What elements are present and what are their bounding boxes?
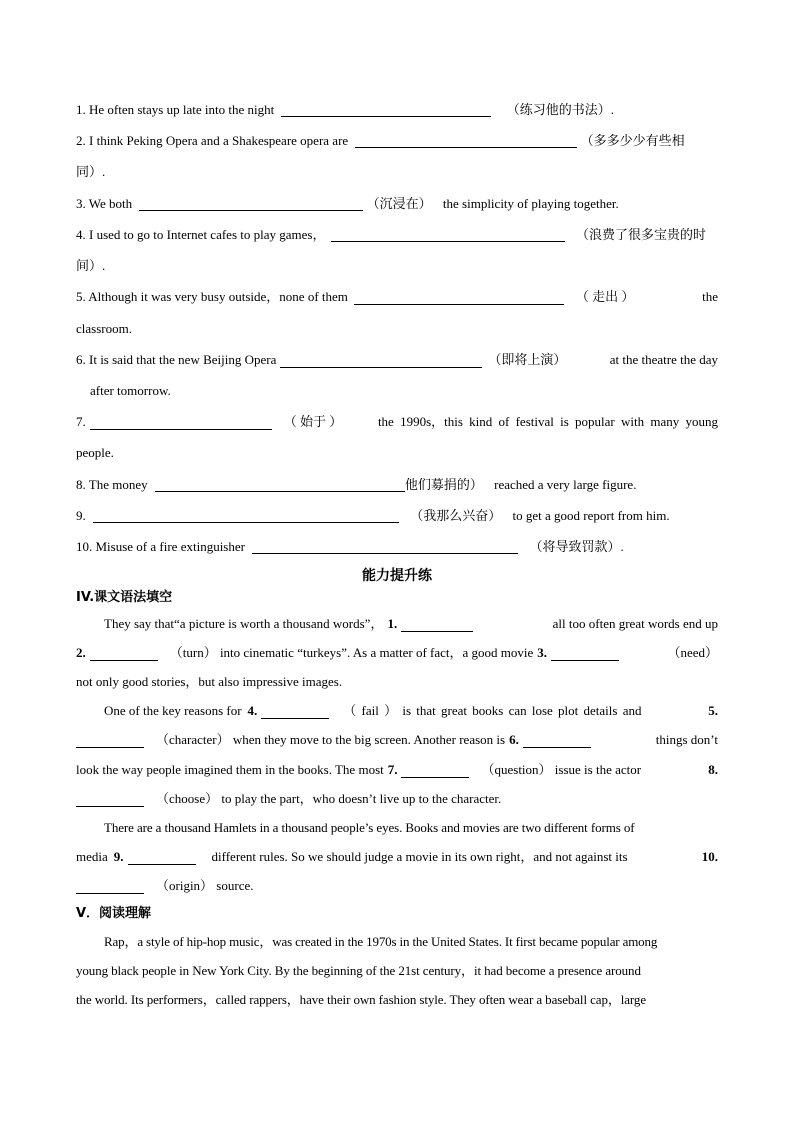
q4-line	[76, 225, 718, 245]
reading-line: the world. Its performers，called rappers，have their own fashion style. They often wear a baseball cap，large	[76, 992, 646, 1007]
q1-blank[interactable]	[281, 102, 491, 117]
q6-line	[76, 350, 718, 370]
p3-line3	[76, 876, 718, 896]
reading-line: Rap，a style of hip-hop music，was created in the 1970s in the United States. It first became popular among	[104, 934, 658, 949]
p2-text: （ fail ） is that great books can lose plot details and	[343, 703, 642, 718]
blank-1-number: 1.	[387, 616, 398, 631]
q5-continuation: classroom.	[76, 321, 132, 336]
q5-line	[76, 287, 718, 307]
blank-4[interactable]	[261, 704, 329, 719]
blank-1[interactable]	[401, 617, 473, 632]
q1-prompt: 1. He often stays up late into the night	[76, 102, 275, 117]
q6-hint: （即将上演）	[488, 352, 567, 367]
q2-line	[76, 131, 718, 151]
blank-3-number: 3.	[537, 645, 548, 660]
p1-line1	[76, 614, 718, 634]
q6-continuation: after tomorrow.	[90, 383, 171, 398]
q1-line	[76, 100, 718, 120]
reading-heading: V．阅读理解	[76, 906, 152, 921]
q7-hint: （ 始于 ）	[283, 414, 343, 429]
p1-text: （turn） into cinematic “turkeys”. As a matter of fact，a good movie	[169, 645, 534, 660]
blank-5-number: 5.	[708, 703, 718, 718]
blank-7[interactable]	[401, 763, 469, 778]
p1-text: all too often great words end up	[552, 616, 718, 631]
p2-text: （question） issue is the actor	[481, 762, 642, 777]
q1-hint: （练习他的书法）.	[506, 102, 614, 117]
p1-line2	[76, 643, 718, 663]
p3-text: （origin） source.	[156, 878, 254, 893]
q8-hint: 他们募捐的）	[404, 477, 483, 492]
blank-8[interactable]	[76, 792, 144, 807]
q5-hint: （ 走出 ）	[575, 289, 635, 304]
q3-prompt: 3. We both	[76, 196, 133, 211]
reading-line: young black people in New York City. By the beginning of the 21st century，it had become a presence around	[76, 963, 641, 978]
blank-2-number: 2.	[76, 645, 86, 660]
q10-line	[76, 537, 718, 557]
p2-line2	[76, 730, 718, 750]
q4-hint: （浪费了很多宝贵的时	[575, 227, 706, 242]
q9-line	[76, 506, 718, 526]
q2-blank[interactable]	[355, 133, 577, 148]
p2-text: One of the key reasons for	[104, 703, 242, 718]
p2-text: （choose） to play the part，who doesn’t live up to the character.	[156, 791, 502, 806]
q3-blank[interactable]	[139, 196, 363, 211]
q6-blank[interactable]	[280, 353, 482, 368]
p2-text: look the way people imagined them in the books. The most	[76, 762, 384, 777]
q2-continuation: 同）.	[76, 164, 106, 179]
q4-prompt: 4. I used to go to Internet cafes to play games，	[76, 227, 326, 242]
q7-prompt: 7.	[76, 414, 86, 429]
q7-blank[interactable]	[90, 415, 272, 430]
q3-line	[76, 194, 718, 214]
q7-continuation: people.	[76, 445, 114, 460]
q9-hint: （我那么兴奋）	[410, 508, 502, 523]
q9-prompt: 9.	[76, 508, 86, 523]
p1-text: not only good stories，but also impressive images.	[76, 674, 343, 689]
p1-text: （need）	[667, 645, 718, 660]
q8-rest: reached a very large figure.	[494, 477, 637, 492]
q10-prompt: 10. Misuse of a fire extinguisher	[76, 539, 245, 554]
q2-prompt: 2. I think Peking Opera and a Shakespeare opera are	[76, 133, 349, 148]
blank-3[interactable]	[551, 646, 619, 661]
p3-text: media	[76, 849, 108, 864]
p2-text: （character） when they move to the big screen. Another reason is	[156, 732, 506, 747]
blank-6-number: 6.	[509, 732, 519, 747]
blank-4-number: 4.	[247, 703, 258, 718]
p2-line3	[76, 760, 718, 780]
blank-6[interactable]	[523, 733, 591, 748]
blank-9[interactable]	[128, 850, 196, 865]
blank-9-number: 9.	[113, 849, 124, 864]
q8-blank[interactable]	[155, 477, 405, 492]
p2-text: things don’t	[655, 732, 718, 747]
blank-2[interactable]	[90, 646, 158, 661]
q9-rest: to get a good report from him.	[512, 508, 670, 523]
q4-continuation: 间）.	[76, 258, 106, 273]
q10-hint: （将导致罚款）.	[529, 539, 624, 554]
p3-text: different rules. So we should judge a movie in its own right，and not against its	[211, 849, 628, 864]
blank-10-number: 10.	[701, 849, 718, 864]
blank-5[interactable]	[76, 733, 144, 748]
q10-blank[interactable]	[252, 539, 518, 554]
q8-prompt: 8. The money	[76, 477, 148, 492]
q8-line	[76, 475, 718, 495]
p3-line2	[76, 847, 718, 867]
p2-line1	[76, 701, 718, 721]
q6-prompt: 6. It is said that the new Beijing Opera	[76, 352, 277, 367]
section-title: 能力提升练	[362, 568, 432, 584]
q7-rest: the 1990s，this kind of festival is popular with many young	[377, 414, 718, 429]
blank-8-number: 8.	[708, 762, 718, 777]
q5-rest: the	[702, 289, 718, 304]
blank-7-number: 7.	[387, 762, 398, 777]
q6-rest: at the theatre the day	[609, 352, 718, 367]
q5-prompt: 5. Although it was very busy outside，none of them	[76, 289, 348, 304]
p2-line4	[76, 789, 718, 809]
p3-text: There are a thousand Hamlets in a thousand people’s eyes. Books and movies are two different forms of	[104, 820, 635, 835]
q3-rest: the simplicity of playing together.	[442, 196, 619, 211]
q5-blank[interactable]	[354, 290, 564, 305]
q9-blank[interactable]	[93, 508, 399, 523]
q4-blank[interactable]	[331, 227, 565, 242]
q3-hint: （沉浸在）	[366, 196, 432, 211]
p1-text: They say that“a picture is worth a thousand words”，	[104, 616, 384, 631]
q7-line	[76, 412, 718, 432]
q2-hint: （多多少少有些相	[580, 133, 685, 148]
grammar-heading: IV.课文语法填空	[76, 590, 173, 605]
blank-10[interactable]	[76, 879, 144, 894]
